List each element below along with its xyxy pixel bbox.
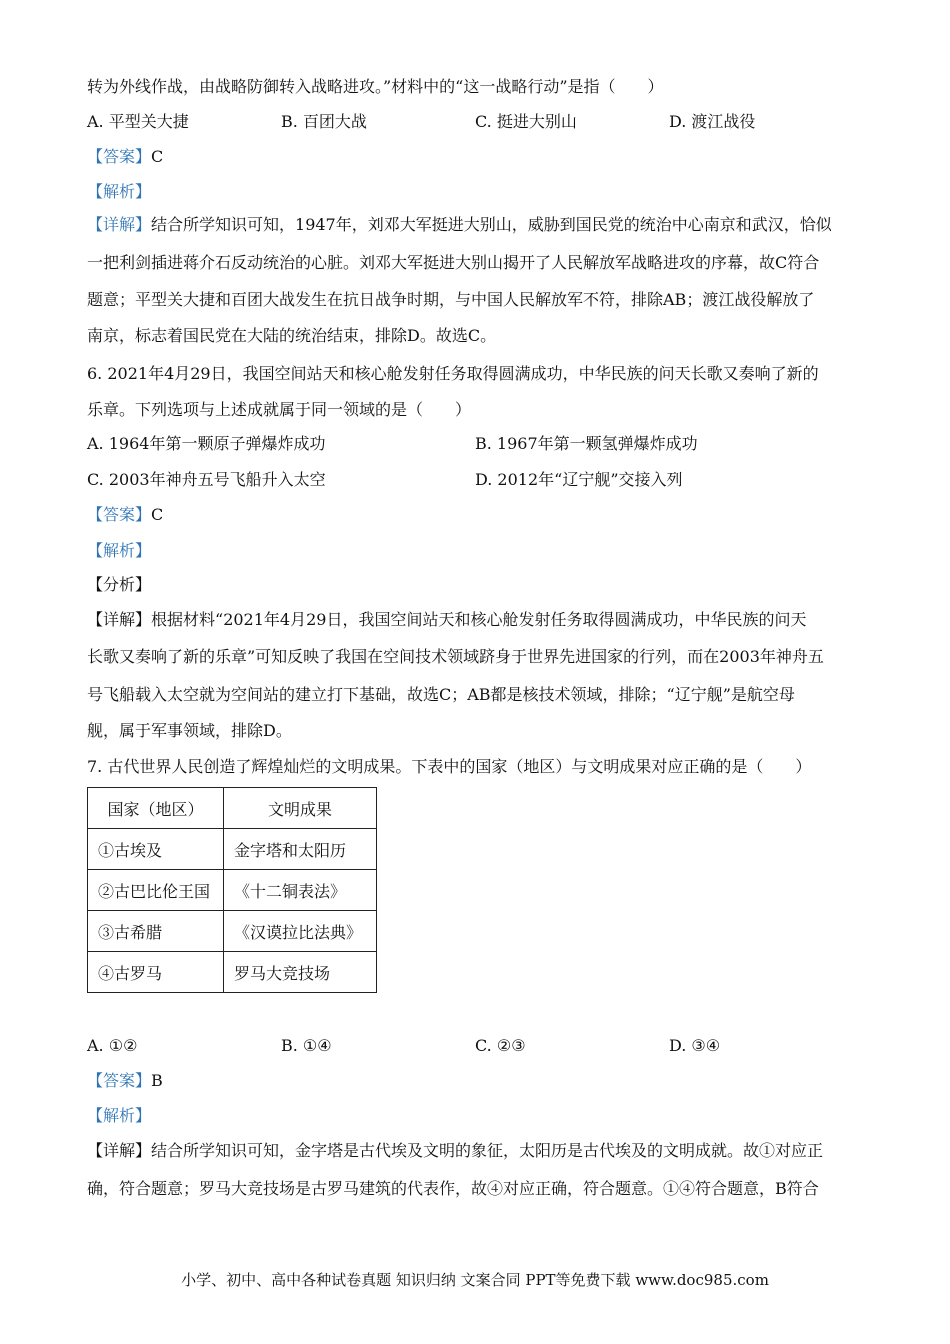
q7-stem: 7. 古代世界人民创造了辉煌灿烂的文明成果。下表中的国家（地区）与文明成果对应正确的是（ ） <box>87 757 812 776</box>
detail-tag: 【详解】 <box>87 610 152 629</box>
answer-value: C <box>151 147 164 166</box>
table-cell: 罗马大竞技场 <box>224 952 377 993</box>
q6-detail-line: 长歌又奏响了新的乐章”可知反映了我国在空间技术领域跻身于世界先进国家的行列，而在2003年神舟五 <box>87 647 824 666</box>
q6-stem-line: 6. 2021年4月29日，我国空间站天和核心舱发射任务取得圆满成功，中华民族的问天长歌又奏响了新的 <box>87 364 819 383</box>
q6-option-d: D. 2012年“辽宁舰”交接入列 <box>475 470 683 489</box>
q5-option-d: D. 渡江战役 <box>669 112 756 131</box>
q7-detail-line <box>87 1141 823 1161</box>
table-row <box>88 952 377 993</box>
q5-detail-line <box>87 215 832 235</box>
q6-answer <box>87 505 163 525</box>
q6-analysis-tag: 【解析】 <box>87 541 152 560</box>
table-cell: ④古罗马 <box>88 952 224 993</box>
table-cell: 金字塔和太阳历 <box>224 829 377 870</box>
table-row <box>88 870 377 911</box>
table-row <box>88 911 377 952</box>
q7-analysis-tag: 【解析】 <box>87 1106 152 1125</box>
q5-detail-line: 南京，标志着国民党在大陆的统治结束，排除D。故选C。 <box>87 326 497 345</box>
q6-option-a: A. 1964年第一颗原子弹爆炸成功 <box>87 434 326 453</box>
table-header-cell: 国家（地区） <box>88 788 224 829</box>
detail-text: 结合所学知识可知，1947年，刘邓大军挺进大别山，威胁到国民党的统治中心南京和武汉，恰似 <box>151 215 832 234</box>
q5-option-c: C. 挺进大别山 <box>475 112 577 131</box>
q5-option-a: A. 平型关大捷 <box>87 112 189 131</box>
q5-detail-line: 题意；平型关大捷和百团大战发生在抗日战争时期，与中国人民解放军不符，排除AB；渡江战役解放了 <box>87 290 815 309</box>
detail-text: 结合所学知识可知，金字塔是古代埃及文明的象征，太阳历是古代埃及的文明成就。故①对应正 <box>151 1141 824 1160</box>
civilization-table <box>87 787 377 993</box>
q7-option-b: B. ①④ <box>281 1036 332 1055</box>
q7-option-d: D. ③④ <box>669 1036 721 1055</box>
answer-value: C <box>151 505 164 524</box>
q6-stem-line: 乐章。下列选项与上述成就属于同一领域的是（ ） <box>87 400 472 419</box>
answer-tag: 【答案】 <box>87 505 152 524</box>
answer-value: B <box>151 1071 163 1090</box>
answer-tag: 【答案】 <box>87 1071 152 1090</box>
q5-option-b: B. 百团大战 <box>281 112 367 131</box>
q6-option-c: C. 2003年神舟五号飞船升入太空 <box>87 470 326 489</box>
detail-text: 根据材料“2021年4月29日，我国空间站天和核心舱发射任务取得圆满成功，中华民族的问天 <box>151 610 807 629</box>
table-cell: 《汉谟拉比法典》 <box>224 911 377 952</box>
table-cell: ①古埃及 <box>88 829 224 870</box>
q5-analysis-tag: 【解析】 <box>87 182 152 201</box>
q5-answer <box>87 147 163 167</box>
detail-tag: 【详解】 <box>87 1141 152 1160</box>
q7-detail-line: 确，符合题意；罗马大竞技场是古罗马建筑的代表作，故④对应正确，符合题意。①④符合题意，B符合 <box>87 1179 819 1198</box>
q6-fenxi-tag: 【分析】 <box>87 575 152 594</box>
table-cell: ③古希腊 <box>88 911 224 952</box>
q7-answer <box>87 1071 163 1091</box>
answer-tag: 【答案】 <box>87 147 152 166</box>
table-row <box>88 829 377 870</box>
q5-stem: 转为外线作战，由战略防御转入战略进攻。”材料中的“这一战略行动”是指（ ） <box>87 77 664 96</box>
table-cell: ②古巴比伦王国 <box>88 870 224 911</box>
table-header-cell: 文明成果 <box>224 788 377 829</box>
q7-option-a: A. ①② <box>87 1036 138 1055</box>
table-header-row <box>88 788 377 829</box>
table-cell: 《十二铜表法》 <box>224 870 377 911</box>
q7-option-c: C. ②③ <box>475 1036 526 1055</box>
q6-detail-line: 舰，属于军事领域，排除D。 <box>87 721 292 740</box>
page-footer: 小学、初中、高中各种试卷真题 知识归纳 文案合同 PPT等免费下载 www.doc985.com <box>181 1271 769 1289</box>
q5-detail-line: 一把利剑插进蒋介石反动统治的心脏。刘邓大军挺进大别山揭开了人民解放军战略进攻的序幕，故C符合 <box>87 253 820 272</box>
q6-detail-line <box>87 610 806 630</box>
q6-option-b: B. 1967年第一颗氢弹爆炸成功 <box>475 434 698 453</box>
detail-tag: 【详解】 <box>87 215 152 234</box>
q6-detail-line: 号飞船载入太空就为空间站的建立打下基础，故选C；AB都是核技术领域，排除；“辽宁舰”是航空母 <box>87 685 795 704</box>
